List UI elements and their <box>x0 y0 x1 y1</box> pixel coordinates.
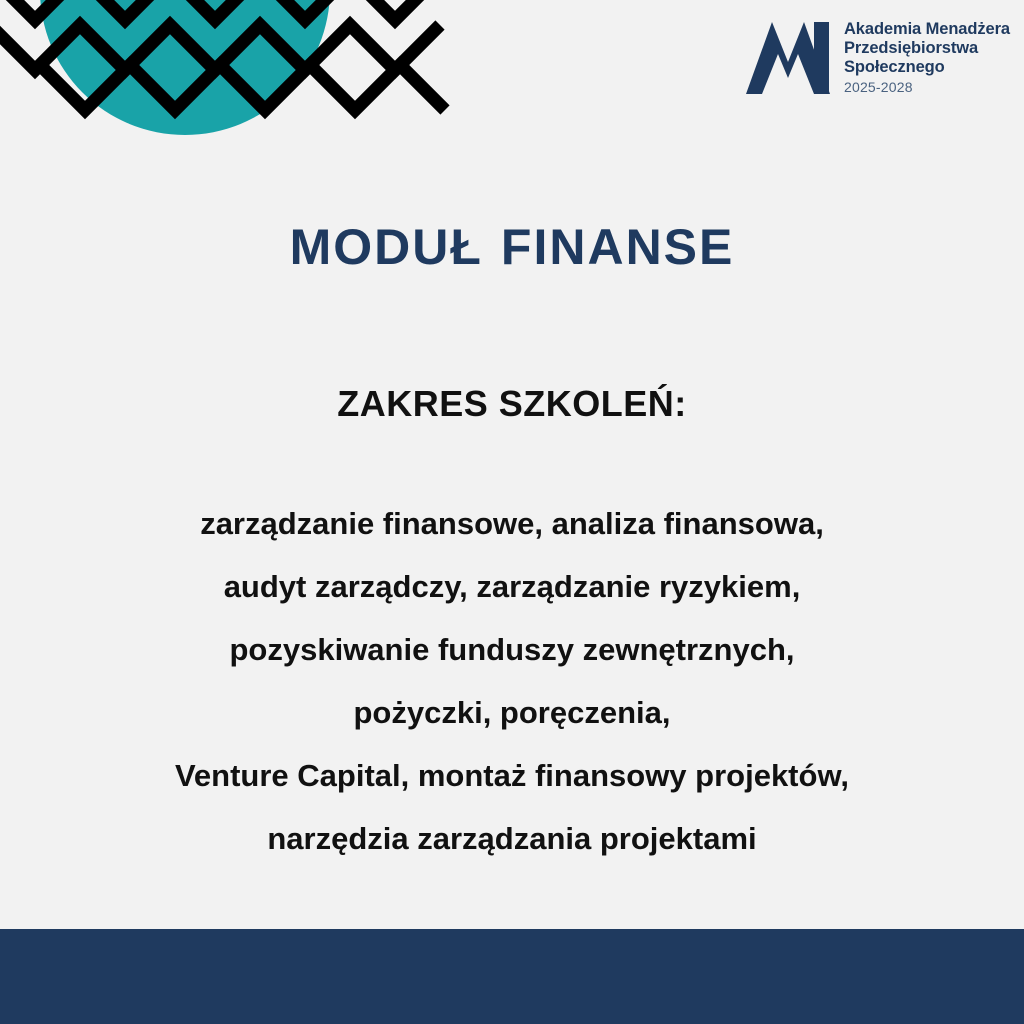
list-item: audyt zarządczy, zarządzanie ryzykiem, <box>223 569 801 604</box>
list-item: Venture Capital, montaż finansowy projektów, <box>174 758 850 793</box>
list-item: pozyskiwanie funduszy zewnętrznych, <box>229 632 795 667</box>
am-monogram-icon <box>742 16 834 103</box>
decoration-top-left <box>0 0 470 135</box>
logo-line-3: Społecznego <box>843 58 945 77</box>
page-title <box>0 218 1024 276</box>
title-word-finanse: FINANSE <box>500 219 735 275</box>
logo <box>742 16 1010 103</box>
training-scope-list <box>0 492 1024 870</box>
list-item: pożyczki, poręczenia, <box>353 695 671 730</box>
logo-wordmark <box>844 16 1010 96</box>
section-subtitle: ZAKRES SZKOLEŃ: <box>337 383 687 424</box>
logo-years: 2025-2028 <box>843 79 913 96</box>
footer-bar <box>0 929 1024 1024</box>
title-word-module: MODUŁ <box>289 219 483 275</box>
list-item: zarządzanie finansowe, analiza finansowa, <box>200 506 824 541</box>
logo-line-1: Akademia Menadżera <box>843 20 1010 38</box>
logo-line-2: Przedsiębiorstwa <box>843 39 979 58</box>
list-item: narzędzia zarządzania projektami <box>267 821 757 856</box>
